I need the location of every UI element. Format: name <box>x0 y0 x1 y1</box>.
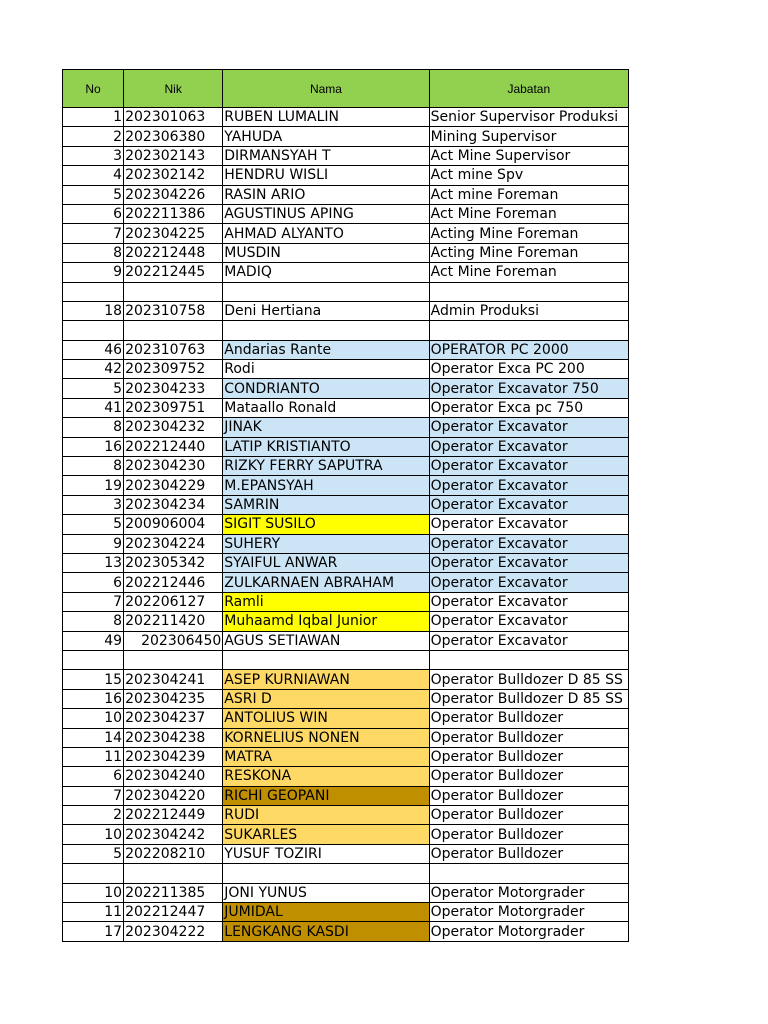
cell-no[interactable]: 6 <box>63 573 124 592</box>
cell-jabatan[interactable]: Operator Motorgrader <box>429 883 628 902</box>
cell-nik[interactable]: 202304234 <box>124 495 223 514</box>
cell-jabatan[interactable]: Operator Bulldozer D 85 SS <box>429 670 628 689</box>
cell-nik[interactable]: 202310758 <box>124 301 223 320</box>
cell-jabatan[interactable]: Operator Exca PC 200 <box>429 360 628 379</box>
table-row <box>63 418 629 437</box>
cell-nama[interactable]: Mataallo Ronald <box>223 398 429 417</box>
cell-no[interactable]: 2 <box>63 806 124 825</box>
cell-no[interactable]: 7 <box>63 786 124 805</box>
cell-no[interactable]: 1 <box>63 108 124 127</box>
cell-nama[interactable]: ASRI D <box>223 689 429 708</box>
cell-jabatan[interactable]: Operator Bulldozer <box>429 767 628 786</box>
cell-no[interactable]: 15 <box>63 670 124 689</box>
table-row <box>63 301 629 320</box>
table-row <box>63 806 629 825</box>
cell-nik[interactable]: 202310763 <box>124 340 223 359</box>
cell-nik[interactable]: 202309752 <box>124 360 223 379</box>
employee-table <box>62 69 629 942</box>
cell-nik[interactable] <box>124 650 223 669</box>
table-row <box>63 689 629 708</box>
cell-nama[interactable] <box>223 321 429 340</box>
cell-nik[interactable]: 202304242 <box>124 825 223 844</box>
cell-no[interactable]: 2 <box>63 127 124 146</box>
table-row <box>63 534 629 553</box>
cell-jabatan[interactable] <box>429 650 628 669</box>
table-row <box>63 670 629 689</box>
table-row <box>63 127 629 146</box>
cell-no[interactable]: 8 <box>63 243 124 262</box>
cell-nik[interactable]: 202212446 <box>124 573 223 592</box>
cell-jabatan[interactable]: Operator Excavator <box>429 418 628 437</box>
cell-no[interactable]: 9 <box>63 263 124 282</box>
cell-nama[interactable] <box>223 282 429 301</box>
cell-no[interactable]: 16 <box>63 689 124 708</box>
cell-jabatan[interactable]: Admin Produksi <box>429 301 628 320</box>
cell-nama[interactable] <box>223 650 429 669</box>
cell-nama[interactable]: Ramli <box>223 592 429 611</box>
cell-nik[interactable]: 202301063 <box>124 108 223 127</box>
cell-no[interactable] <box>63 650 124 669</box>
cell-nama[interactable]: DIRMANSYAH T <box>223 146 429 165</box>
cell-nama[interactable]: JUMIDAL <box>223 903 429 922</box>
cell-no[interactable]: 7 <box>63 592 124 611</box>
cell-nama[interactable]: ZULKARNAEN ABRAHAM <box>223 573 429 592</box>
cell-nama[interactable]: RESKONA <box>223 767 429 786</box>
cell-jabatan[interactable]: Operator Excavator <box>429 437 628 456</box>
cell-nik[interactable]: 202304226 <box>124 185 223 204</box>
cell-nama[interactable]: Deni Hertiana <box>223 301 429 320</box>
cell-nama[interactable]: Muhaamd Iqbal Junior <box>223 612 429 631</box>
cell-nik[interactable]: 202304235 <box>124 689 223 708</box>
table-row <box>63 476 629 495</box>
cell-jabatan[interactable]: Operator Excavator <box>429 534 628 553</box>
cell-nama[interactable]: ASEP KURNIAWAN <box>223 670 429 689</box>
cell-nik[interactable]: 202212447 <box>124 903 223 922</box>
cell-nik[interactable]: 200906004 <box>124 515 223 534</box>
cell-jabatan[interactable] <box>429 321 628 340</box>
cell-no[interactable]: 8 <box>63 457 124 476</box>
cell-no[interactable]: 5 <box>63 844 124 863</box>
cell-jabatan[interactable]: Operator Excavator <box>429 457 628 476</box>
table-row <box>63 166 629 185</box>
cell-nik[interactable]: 202304239 <box>124 747 223 766</box>
cell-jabatan[interactable]: Operator Bulldozer <box>429 844 628 863</box>
cell-jabatan[interactable]: Operator Exca pc 750 <box>429 398 628 417</box>
cell-no[interactable]: 10 <box>63 883 124 902</box>
cell-jabatan[interactable]: Operator Excavator <box>429 573 628 592</box>
cell-jabatan[interactable]: Operator Excavator <box>429 476 628 495</box>
cell-no[interactable]: 6 <box>63 767 124 786</box>
cell-nik[interactable]: 202208210 <box>124 844 223 863</box>
cell-no[interactable]: 8 <box>63 612 124 631</box>
cell-nik[interactable]: 202304241 <box>124 670 223 689</box>
table-body <box>63 108 629 942</box>
cell-nama[interactable]: RIZKY FERRY SAPUTRA <box>223 457 429 476</box>
cell-nik[interactable]: 202304233 <box>124 379 223 398</box>
cell-jabatan[interactable]: Operator Bulldozer <box>429 825 628 844</box>
cell-jabatan[interactable]: Operator Excavator 750 <box>429 379 628 398</box>
cell-nama[interactable]: YUSUF TOZIRI <box>223 844 429 863</box>
cell-jabatan[interactable]: Operator Excavator <box>429 553 628 572</box>
cell-nik[interactable]: 202304224 <box>124 534 223 553</box>
table-row <box>63 747 629 766</box>
table-row <box>63 592 629 611</box>
cell-no[interactable]: 49 <box>63 631 124 650</box>
table-row <box>63 922 629 941</box>
cell-nik[interactable]: 202211385 <box>124 883 223 902</box>
table-row <box>63 612 629 631</box>
table-row <box>63 786 629 805</box>
cell-no[interactable] <box>63 321 124 340</box>
cell-no[interactable]: 42 <box>63 360 124 379</box>
empty-row <box>63 321 629 340</box>
cell-jabatan[interactable] <box>429 864 628 883</box>
cell-nik[interactable]: 202212440 <box>124 437 223 456</box>
cell-no[interactable]: 6 <box>63 204 124 223</box>
cell-jabatan[interactable]: Operator Bulldozer <box>429 709 628 728</box>
table-row <box>63 108 629 127</box>
cell-jabatan[interactable] <box>429 282 628 301</box>
cell-nama[interactable]: RICHI GEOPANI <box>223 786 429 805</box>
cell-nama[interactable]: MUSDIN <box>223 243 429 262</box>
cell-nik[interactable] <box>124 864 223 883</box>
table-row <box>63 709 629 728</box>
cell-nik[interactable]: 202211420 <box>124 612 223 631</box>
cell-no[interactable]: 4 <box>63 166 124 185</box>
cell-no[interactable]: 9 <box>63 534 124 553</box>
cell-nik[interactable]: 202304237 <box>124 709 223 728</box>
cell-nik[interactable]: 202304220 <box>124 786 223 805</box>
cell-nik[interactable] <box>124 282 223 301</box>
cell-jabatan[interactable]: Acting Mine Foreman <box>429 224 628 243</box>
cell-nama[interactable]: AHMAD ALYANTO <box>223 224 429 243</box>
cell-nama[interactable]: Rodi <box>223 360 429 379</box>
cell-nama[interactable]: KORNELIUS NONEN <box>223 728 429 747</box>
cell-jabatan[interactable]: Acting Mine Foreman <box>429 243 628 262</box>
cell-no[interactable]: 19 <box>63 476 124 495</box>
cell-nik[interactable]: 202212449 <box>124 806 223 825</box>
cell-no[interactable]: 5 <box>63 185 124 204</box>
cell-nama[interactable]: YAHUDA <box>223 127 429 146</box>
table-row <box>63 360 629 379</box>
cell-nama[interactable]: MADIQ <box>223 263 429 282</box>
cell-jabatan[interactable]: Act mine Foreman <box>429 185 628 204</box>
header-no[interactable]: No <box>63 70 124 108</box>
cell-jabatan[interactable]: Operator Bulldozer <box>429 728 628 747</box>
cell-nama[interactable]: MATRA <box>223 747 429 766</box>
cell-jabatan[interactable]: Operator Bulldozer <box>429 806 628 825</box>
table-row <box>63 573 629 592</box>
cell-no[interactable]: 7 <box>63 224 124 243</box>
table-row <box>63 728 629 747</box>
cell-nama[interactable]: SUHERY <box>223 534 429 553</box>
cell-nama[interactable]: ANTOLIUS WIN <box>223 709 429 728</box>
table-row <box>63 495 629 514</box>
table-row <box>63 185 629 204</box>
table-row <box>63 883 629 902</box>
cell-nik[interactable]: 202304229 <box>124 476 223 495</box>
cell-nama[interactable]: RUBEN LUMALIN <box>223 108 429 127</box>
cell-jabatan[interactable]: Operator Motorgrader <box>429 903 628 922</box>
empty-row <box>63 650 629 669</box>
cell-no[interactable]: 11 <box>63 903 124 922</box>
table-row <box>63 204 629 223</box>
table-row <box>63 398 629 417</box>
cell-jabatan[interactable]: Act Mine Foreman <box>429 204 628 223</box>
table-row <box>63 903 629 922</box>
table-row <box>63 553 629 572</box>
cell-nik[interactable]: 202304230 <box>124 457 223 476</box>
table-row <box>63 767 629 786</box>
cell-nik[interactable] <box>124 321 223 340</box>
table-row <box>63 243 629 262</box>
cell-nik[interactable]: 202304240 <box>124 767 223 786</box>
cell-jabatan[interactable]: Mining Supervisor <box>429 127 628 146</box>
empty-row <box>63 282 629 301</box>
cell-no[interactable]: 14 <box>63 728 124 747</box>
cell-no[interactable] <box>63 282 124 301</box>
cell-jabatan[interactable]: OPERATOR PC 2000 <box>429 340 628 359</box>
cell-jabatan[interactable]: Act Mine Foreman <box>429 263 628 282</box>
cell-no[interactable]: 17 <box>63 922 124 941</box>
cell-jabatan[interactable]: Operator Excavator <box>429 631 628 650</box>
cell-nama[interactable]: LATIP KRISTIANTO <box>223 437 429 456</box>
table-row <box>63 340 629 359</box>
cell-nik[interactable]: 202302142 <box>124 166 223 185</box>
cell-nik[interactable]: 202304222 <box>124 922 223 941</box>
cell-no[interactable]: 46 <box>63 340 124 359</box>
cell-no[interactable]: 10 <box>63 709 124 728</box>
cell-nik[interactable]: 202306450 <box>124 631 223 650</box>
cell-jabatan[interactable]: Senior Supervisor Produksi <box>429 108 628 127</box>
cell-no[interactable] <box>63 864 124 883</box>
cell-jabatan[interactable]: Operator Bulldozer D 85 SS <box>429 689 628 708</box>
empty-row <box>63 864 629 883</box>
cell-nama[interactable]: RUDI <box>223 806 429 825</box>
cell-nama[interactable]: AGUSTINUS APING <box>223 204 429 223</box>
header-jabatan[interactable]: Jabatan <box>429 70 628 108</box>
table-row <box>63 631 629 650</box>
table-row <box>63 457 629 476</box>
cell-no[interactable]: 5 <box>63 379 124 398</box>
header-nama[interactable]: Nama <box>223 70 429 108</box>
cell-nama[interactable]: M.EPANSYAH <box>223 476 429 495</box>
cell-nama[interactable]: AGUS SETIAWAN <box>223 631 429 650</box>
cell-nama[interactable]: HENDRU WISLI <box>223 166 429 185</box>
table-row <box>63 437 629 456</box>
cell-nik[interactable]: 202302143 <box>124 146 223 165</box>
cell-nik[interactable]: 202212445 <box>124 263 223 282</box>
cell-nama[interactable]: SUKARLES <box>223 825 429 844</box>
cell-nik[interactable]: 202206127 <box>124 592 223 611</box>
cell-no[interactable]: 41 <box>63 398 124 417</box>
cell-no[interactable]: 3 <box>63 146 124 165</box>
table-row <box>63 224 629 243</box>
table-row <box>63 825 629 844</box>
cell-no[interactable]: 5 <box>63 515 124 534</box>
table-row <box>63 146 629 165</box>
cell-no[interactable]: 10 <box>63 825 124 844</box>
cell-no[interactable]: 8 <box>63 418 124 437</box>
cell-nama[interactable] <box>223 864 429 883</box>
cell-nama[interactable]: JONI YUNUS <box>223 883 429 902</box>
cell-jabatan[interactable]: Operator Excavator <box>429 495 628 514</box>
cell-nama[interactable]: SAMRIN <box>223 495 429 514</box>
cell-jabatan[interactable]: Act mine Spv <box>429 166 628 185</box>
table-header <box>63 70 629 108</box>
cell-nama[interactable]: CONDRIANTO <box>223 379 429 398</box>
cell-no[interactable]: 16 <box>63 437 124 456</box>
cell-nik[interactable]: 202304232 <box>124 418 223 437</box>
cell-jabatan[interactable]: Operator Motorgrader <box>429 922 628 941</box>
cell-nik[interactable]: 202304238 <box>124 728 223 747</box>
cell-nama[interactable]: LENGKANG KASDI <box>223 922 429 941</box>
cell-jabatan[interactable]: Operator Bulldozer <box>429 747 628 766</box>
header-nik[interactable]: Nik <box>124 70 223 108</box>
cell-jabatan[interactable]: Operator Excavator <box>429 515 628 534</box>
cell-jabatan[interactable]: Act Mine Supervisor <box>429 146 628 165</box>
cell-no[interactable]: 13 <box>63 553 124 572</box>
cell-nama[interactable]: SIGIT SUSILO <box>223 515 429 534</box>
cell-nik[interactable]: 202212448 <box>124 243 223 262</box>
cell-jabatan[interactable]: Operator Bulldozer <box>429 786 628 805</box>
cell-nama[interactable]: RASIN ARIO <box>223 185 429 204</box>
cell-no[interactable]: 11 <box>63 747 124 766</box>
cell-no[interactable]: 3 <box>63 495 124 514</box>
table-row <box>63 844 629 863</box>
cell-no[interactable]: 18 <box>63 301 124 320</box>
cell-nik[interactable]: 202305342 <box>124 553 223 572</box>
table-row <box>63 515 629 534</box>
cell-nama[interactable]: Andarias Rante <box>223 340 429 359</box>
cell-jabatan[interactable]: Operator Excavator <box>429 612 628 631</box>
cell-nik[interactable]: 202309751 <box>124 398 223 417</box>
cell-nama[interactable]: SYAIFUL ANWAR <box>223 553 429 572</box>
cell-nik[interactable]: 202304225 <box>124 224 223 243</box>
table-row <box>63 379 629 398</box>
cell-nama[interactable]: JINAK <box>223 418 429 437</box>
cell-nik[interactable]: 202306380 <box>124 127 223 146</box>
table-row <box>63 263 629 282</box>
cell-nik[interactable]: 202211386 <box>124 204 223 223</box>
cell-jabatan[interactable]: Operator Excavator <box>429 592 628 611</box>
